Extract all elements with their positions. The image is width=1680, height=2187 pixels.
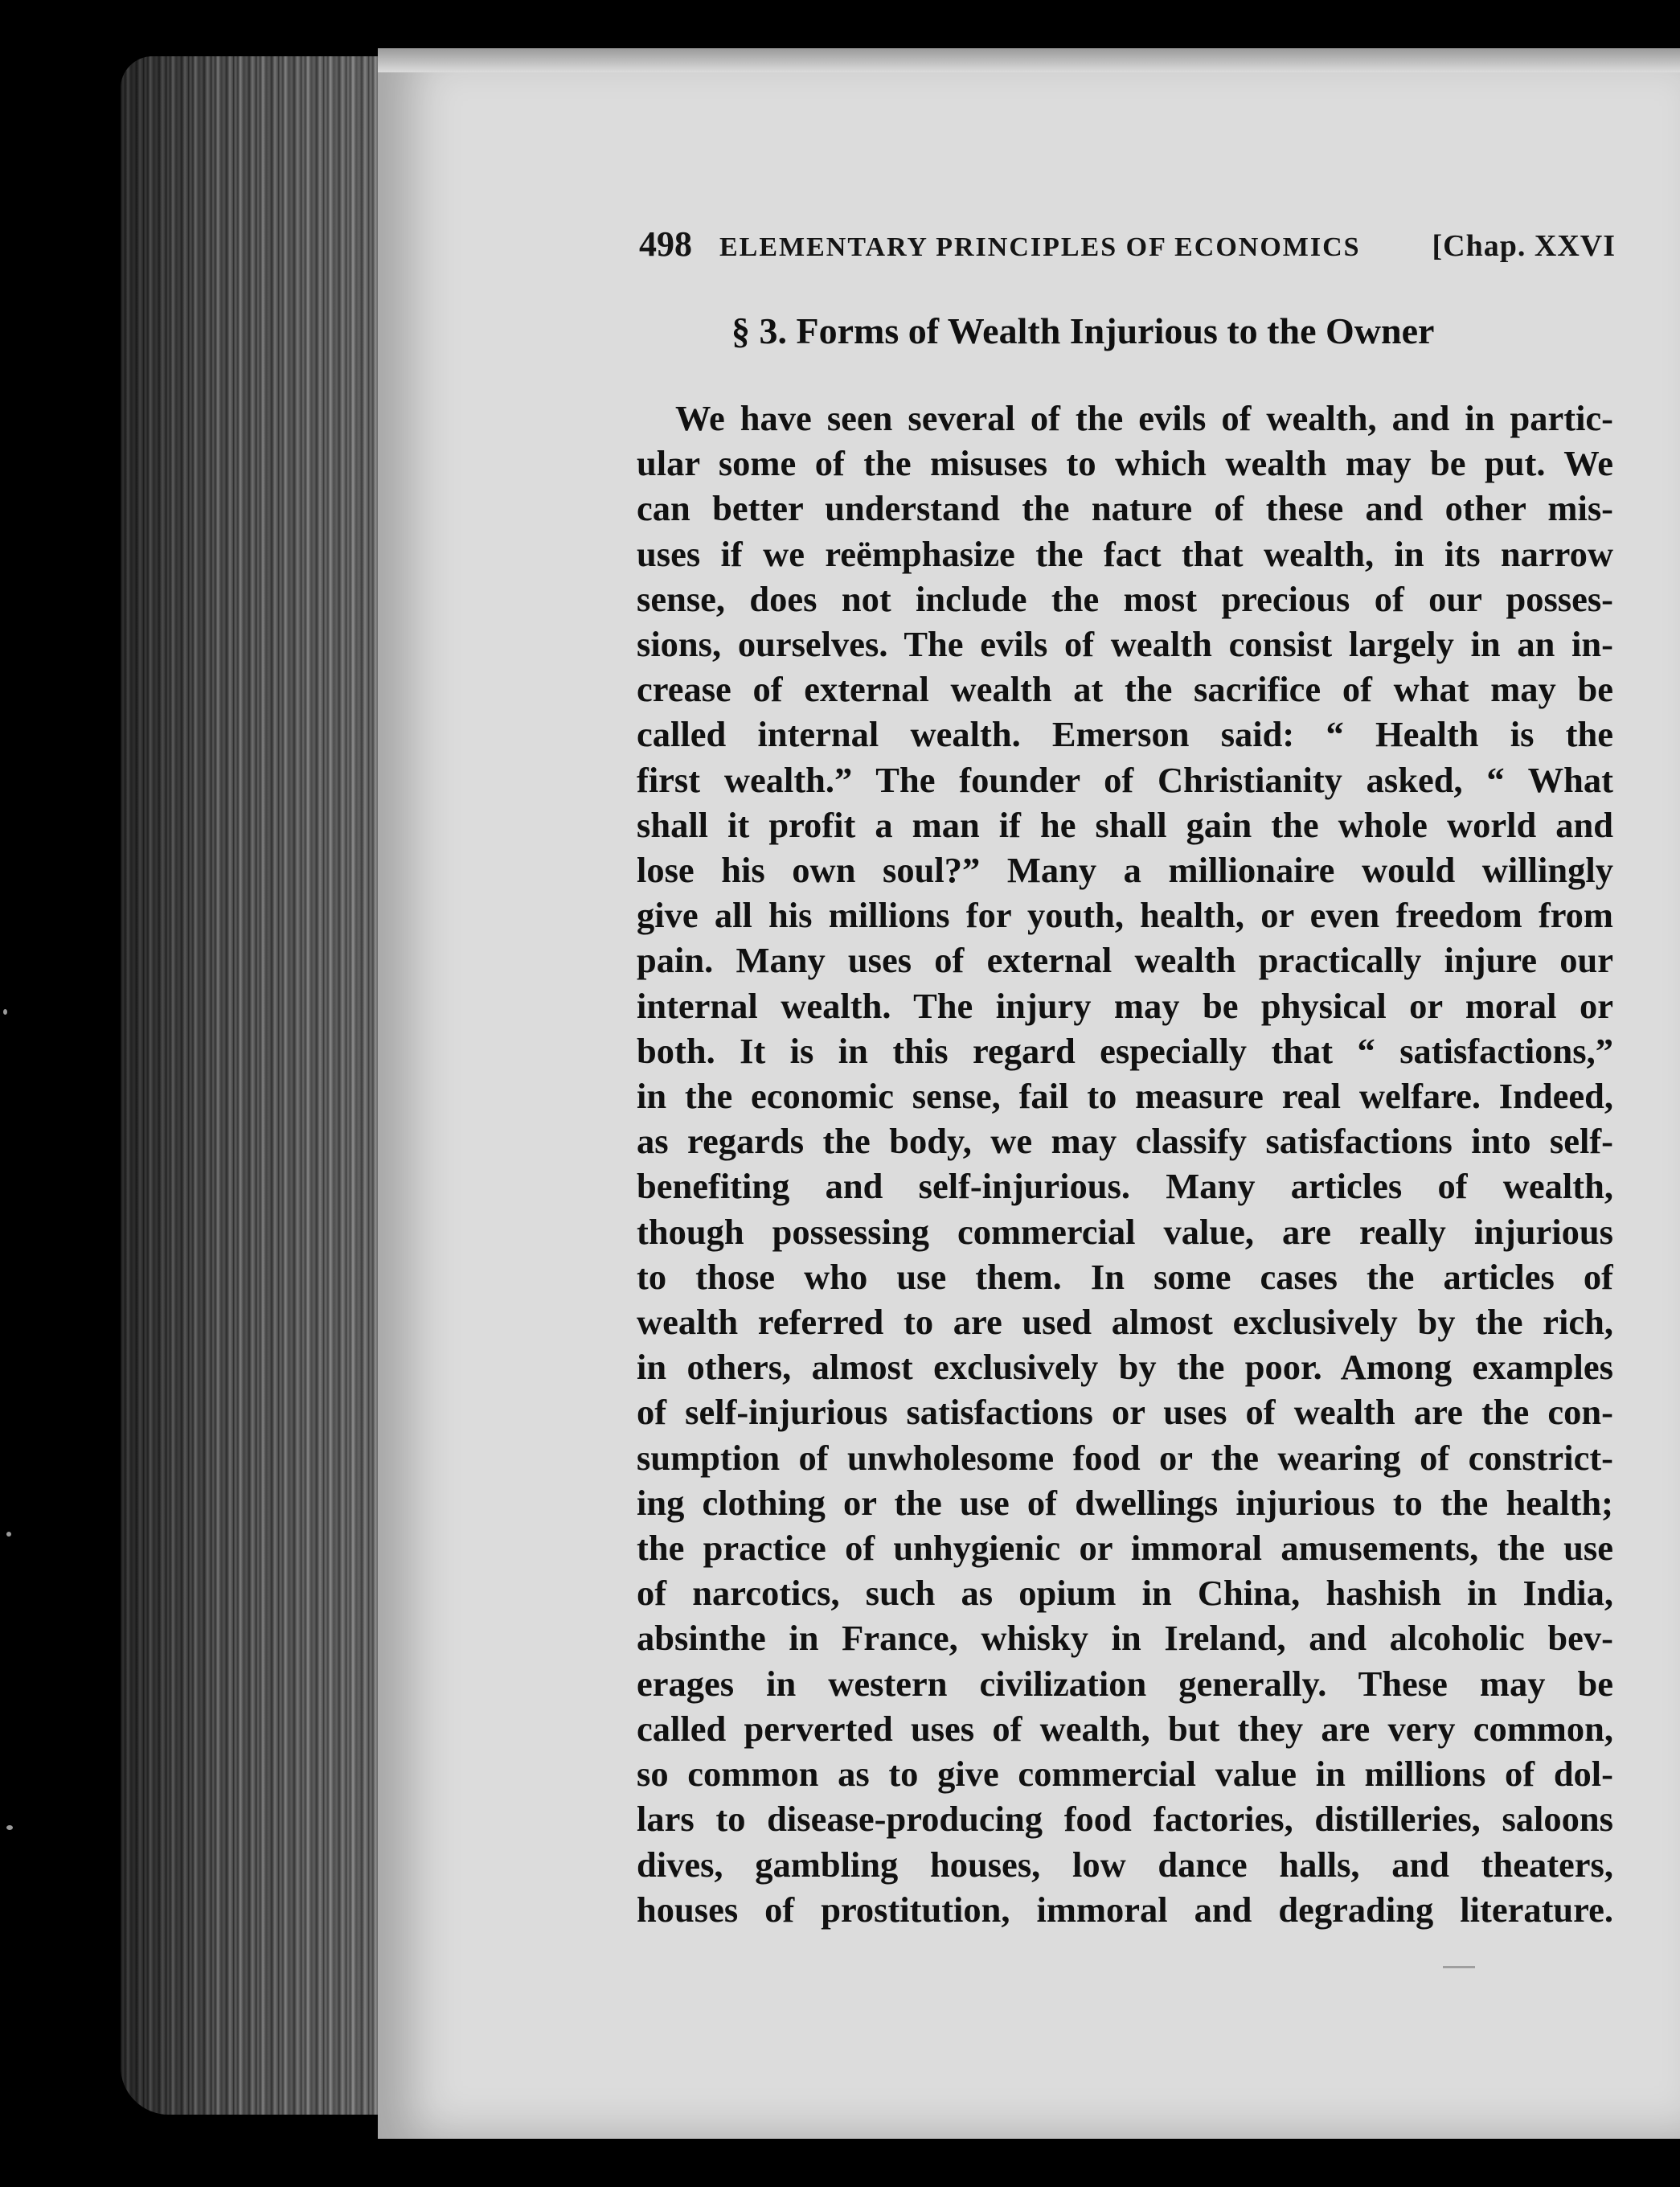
text-line: of narcotics, such as opium in China, hashish in India,: [637, 1573, 1613, 1614]
text-line: lars to disease-producing food factories, distilleries, saloons: [637, 1799, 1613, 1840]
text-line: shall it profit a man if he shall gain the whole world and: [637, 804, 1613, 845]
text-line: in others, almost exclusively by the poor. Among examples: [637, 1347, 1613, 1388]
text-line: benefiting and self-injurious. Many articles of wealth,: [637, 1166, 1613, 1207]
scan-speck: [6, 1532, 11, 1537]
text-line: ular some of the misuses to which wealth may be put. We: [637, 443, 1613, 484]
text-line: dives, gambling houses, low dance halls, and theaters,: [637, 1844, 1613, 1885]
text-line: internal wealth. The injury may be physical or moral or: [637, 985, 1613, 1026]
text-line: lose his own soul?” Many a millionaire would willingly: [637, 850, 1613, 891]
page-edge-stack: [121, 56, 386, 2115]
page-number: 498: [639, 224, 692, 264]
text-line: so common as to give commercial value in millions of dol-: [637, 1754, 1613, 1795]
text-line: ing clothing or the use of dwellings injurious to the health;: [637, 1482, 1613, 1523]
running-head: [639, 224, 1616, 265]
text-line: give all his millions for youth, health, or even freedom from: [637, 895, 1613, 936]
text-line: first wealth.” The founder of Christianity asked, “ What: [637, 759, 1613, 800]
text-line: pain. Many uses of external wealth practically injure our: [637, 940, 1613, 981]
scan-speck: [3, 1009, 7, 1015]
scan-speck: [6, 1825, 13, 1830]
text-line: sions, ourselves. The evils of wealth consist largely in an in-: [637, 624, 1613, 665]
text-line: sense, does not include the most precious of our posses-: [637, 578, 1613, 619]
text-line: absinthe in France, whisky in Ireland, and alcoholic bev-: [637, 1618, 1613, 1659]
chapter-reference: [Chap. XXVI: [1432, 229, 1616, 263]
text-line: called internal wealth. Emerson said: “ Health is the: [637, 714, 1613, 755]
text-line: called perverted uses of wealth, but they are very common,: [637, 1708, 1613, 1749]
text-line: of self-injurious satisfactions or uses of wealth are the con-: [637, 1392, 1613, 1433]
text-line: wealth referred to are used almost exclusively by the rich,: [637, 1302, 1613, 1343]
scan-mark: [1443, 1966, 1475, 1968]
text-line: uses if we reëmphasize the fact that wealth, in its narrow: [637, 533, 1613, 574]
text-line: to those who use them. In some cases the articles of: [637, 1256, 1613, 1297]
running-title: ELEMENTARY PRINCIPLES OF ECONOMICS: [719, 232, 1361, 262]
text-line: both. It is in this regard especially that “ satisfactions,”: [637, 1030, 1613, 1071]
text-line: the practice of unhygienic or immoral amusements, the use: [637, 1528, 1613, 1569]
text-line: as regards the body, we may classify satisfactions into self-: [637, 1121, 1613, 1162]
text-line: We have seen several of the evils of wealth, and in partic-: [675, 398, 1613, 438]
section-heading: § 3. Forms of Wealth Injurious to the Owner: [731, 310, 1435, 351]
text-line: in the economic sense, fail to measure real welfare. Indeed,: [637, 1076, 1613, 1117]
text-line: houses of prostitution, immoral and degrading literature.: [637, 1889, 1613, 1930]
text-line: though possessing commercial value, are really injurious: [637, 1211, 1613, 1252]
book-page: [378, 48, 1680, 2139]
text-line: crease of external wealth at the sacrifice of what may be: [637, 669, 1613, 710]
text-line: erages in western civilization generally. These may be: [637, 1663, 1613, 1704]
text-line: can better understand the nature of these and other mis-: [637, 488, 1613, 529]
body-paragraph: [637, 396, 1613, 1932]
text-line: sumption of unwholesome food or the wearing of constrict-: [637, 1437, 1613, 1478]
